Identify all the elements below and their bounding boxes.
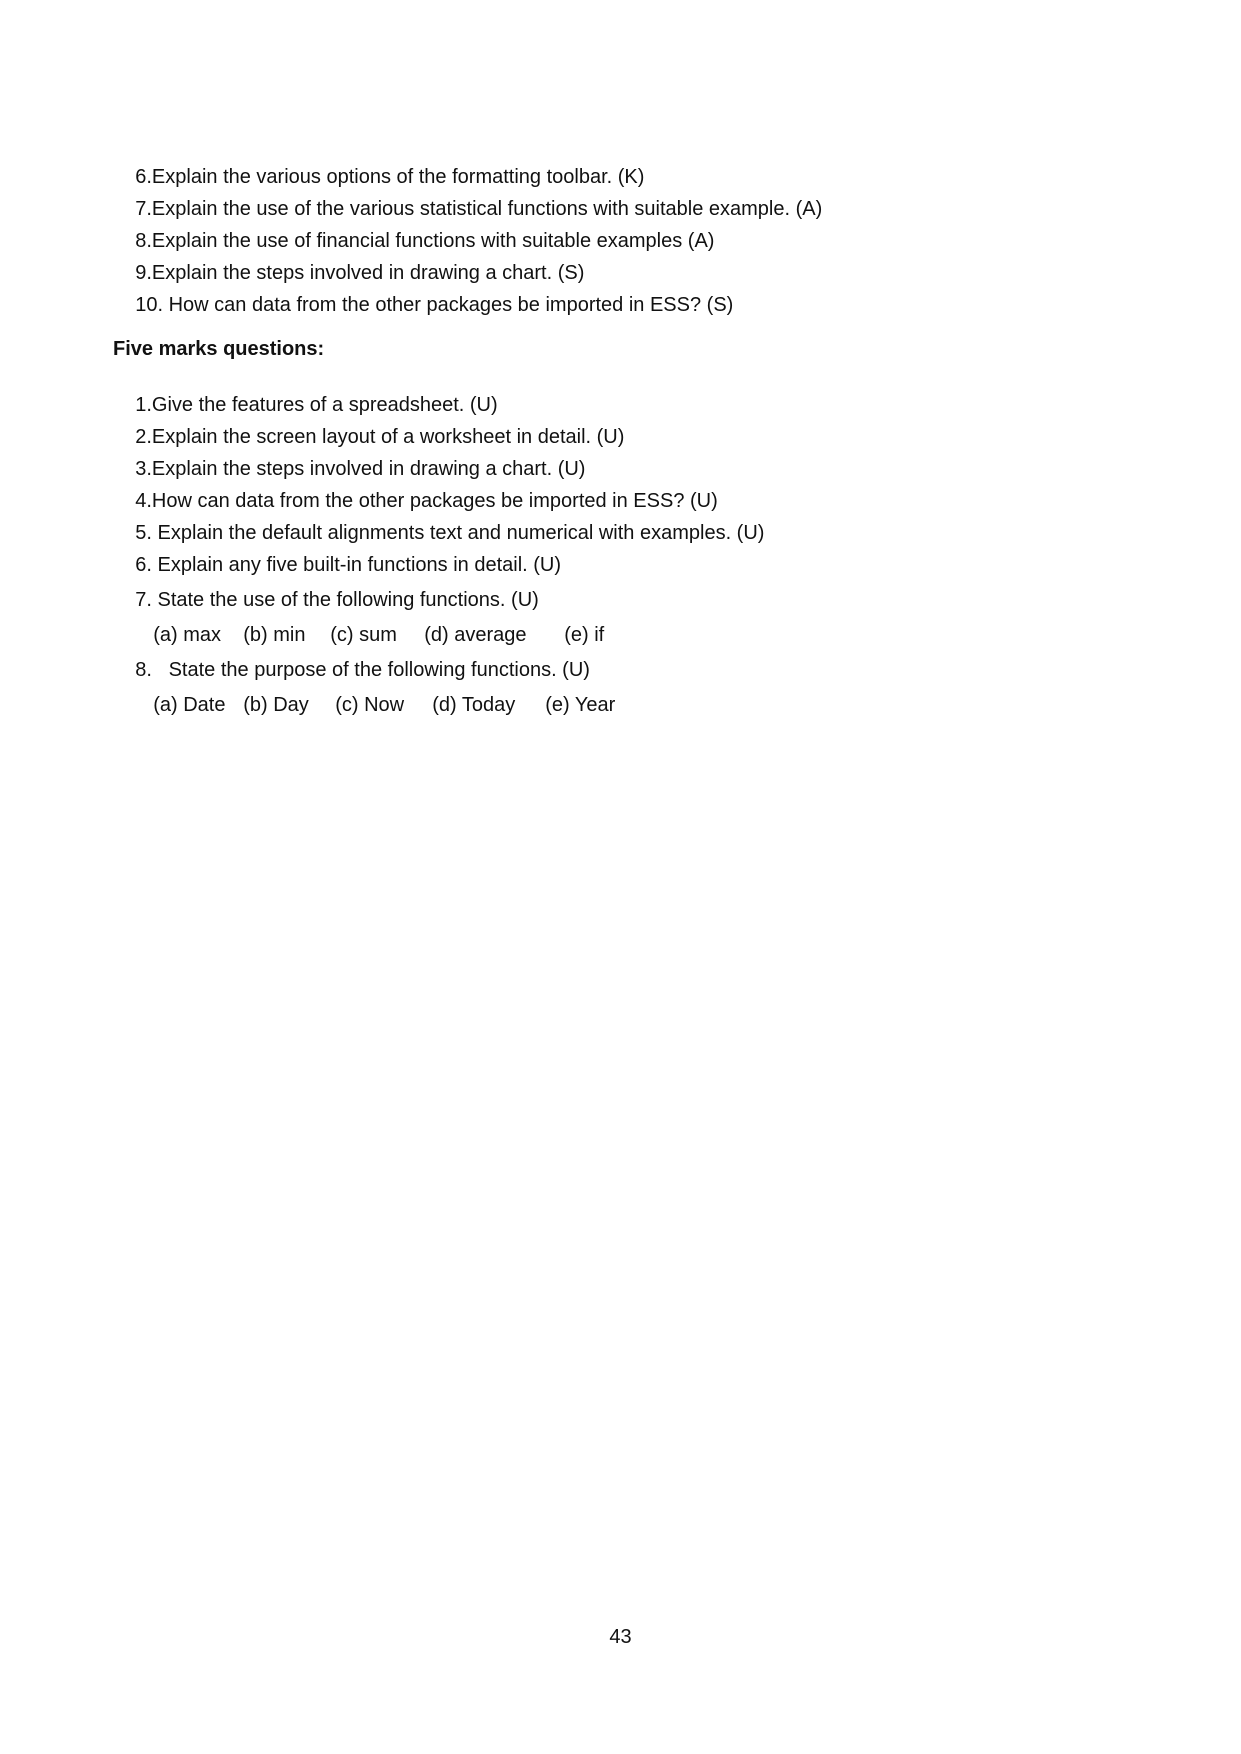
option-item: (a) Date	[153, 694, 226, 716]
question-item	[113, 269, 733, 341]
question-number: 7.	[135, 198, 152, 220]
question-number: 2.	[135, 426, 152, 448]
option-item: (a) max	[153, 624, 222, 646]
question-number: 1.	[135, 394, 152, 416]
question-text: Explain the steps involved in drawing a chart. (U)	[151, 458, 586, 480]
question-number: 3.	[135, 458, 152, 480]
section-heading: Five marks questions:	[113, 338, 325, 360]
option-item: (e) Year	[545, 694, 616, 716]
question-text: How can data from the other packages be imported in ESS? (S)	[168, 294, 734, 316]
question-text: Explain the various options of the formatting toolbar. (K)	[151, 166, 645, 188]
option-item: (b) min	[243, 624, 306, 646]
question-text: State the use of the following functions. (U)	[157, 589, 539, 611]
question-text: Give the features of a spreadsheet. (U)	[151, 394, 498, 416]
question-text: Explain the screen layout of a worksheet in detail. (U)	[151, 426, 625, 448]
question-text: State the purpose of the following functions. (U)	[168, 659, 590, 681]
option-item: (d) average	[424, 624, 527, 646]
question-text: Explain the default alignments text and numerical with examples. (U)	[157, 522, 765, 544]
question-number: 6.	[135, 554, 158, 576]
option-item: (e) if	[564, 624, 605, 646]
question-number: 8.	[135, 230, 152, 252]
option-item: (d) Today	[432, 694, 516, 716]
question-number: 9.	[135, 262, 152, 284]
page-number: 43	[609, 1626, 632, 1648]
option-item: (b) Day	[243, 694, 309, 716]
question-number: 5.	[135, 522, 158, 544]
question-number: 8.	[135, 659, 169, 681]
question-text: Explain any five built-in functions in detail. (U)	[157, 554, 562, 576]
question-text: Explain the use of the various statistical functions with suitable example. (A)	[151, 198, 823, 220]
question-text: How can data from the other packages be imported in ESS? (U)	[151, 490, 718, 512]
question-text: Explain the use of financial functions with suitable examples (A)	[151, 230, 715, 252]
question-number: 4.	[135, 490, 152, 512]
option-item: (c) sum	[330, 624, 397, 646]
function-options-list	[131, 669, 615, 741]
question-number: 10.	[135, 294, 169, 316]
question-number: 6.	[135, 166, 152, 188]
question-number: 7.	[135, 589, 158, 611]
option-item: (c) Now	[335, 694, 405, 716]
question-text: Explain the steps involved in drawing a chart. (S)	[151, 262, 585, 284]
